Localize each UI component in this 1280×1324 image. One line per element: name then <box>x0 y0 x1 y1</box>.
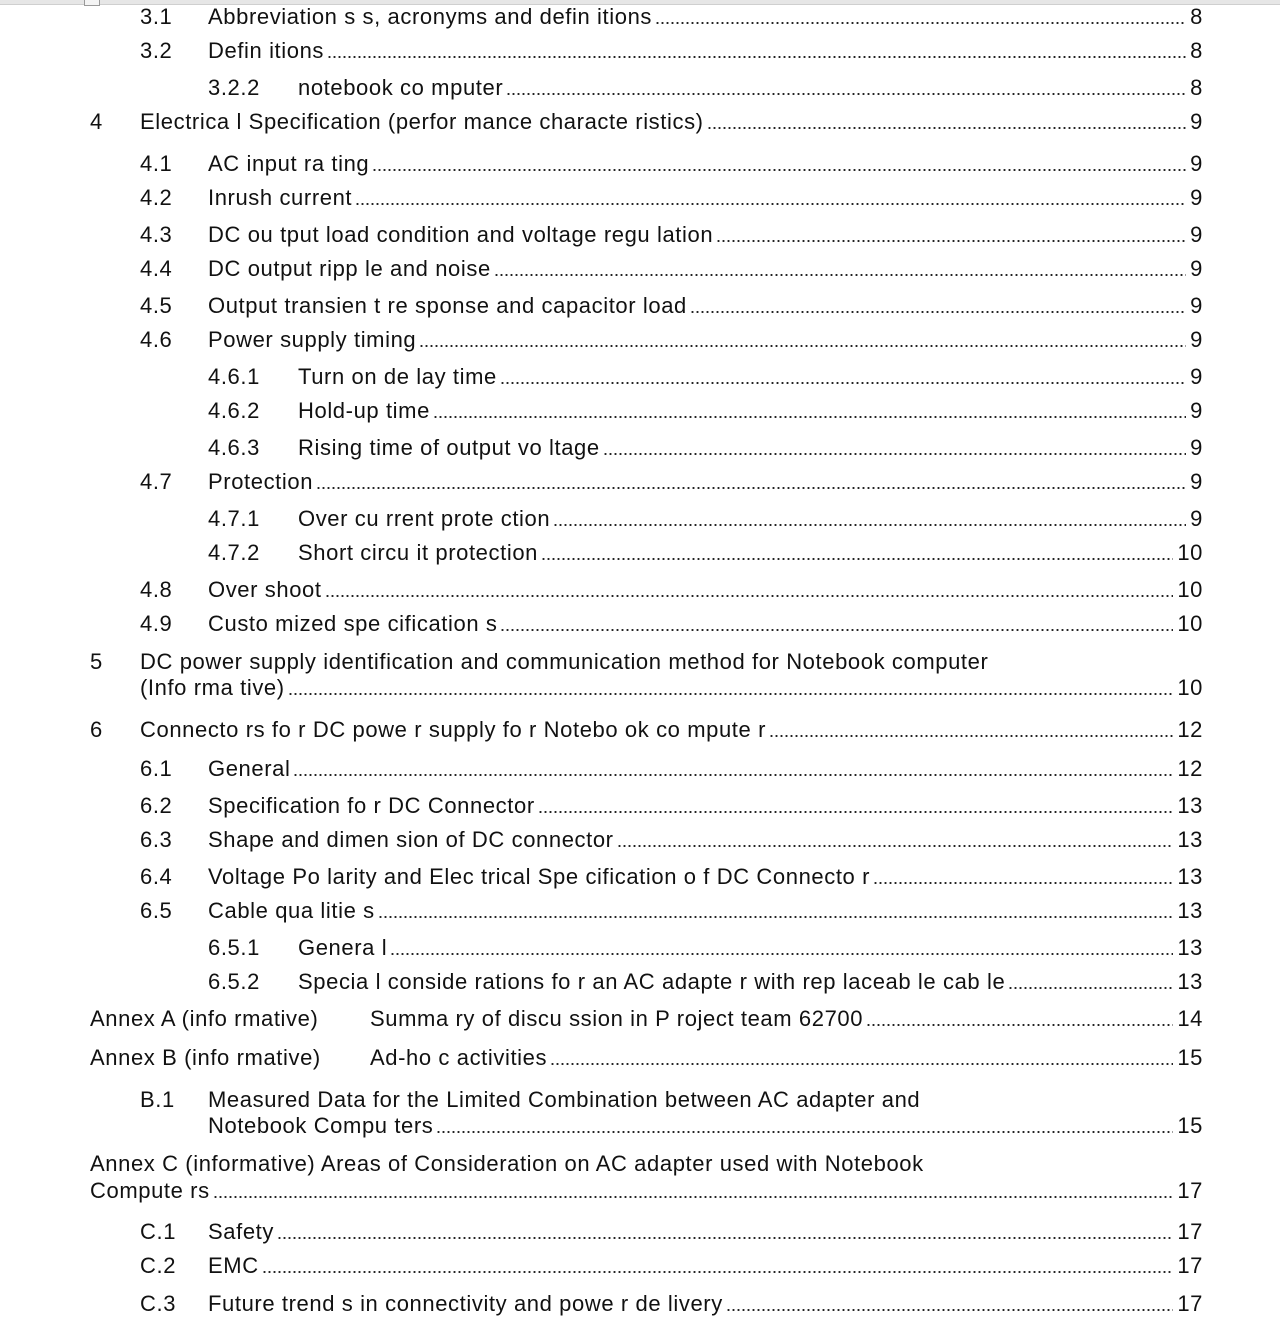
toc-entry-number: 6 <box>90 717 103 742</box>
toc-entry-number: 4.7.2 <box>208 540 260 565</box>
toc-entry-number: 6.3 <box>140 827 173 852</box>
dot-leader <box>262 1271 1174 1273</box>
toc-entry-page-number: 9 <box>1190 293 1203 318</box>
dot-leader <box>372 169 1186 171</box>
toc-entry-number: 4.6.3 <box>208 435 260 460</box>
toc-entry-title: Cable qua litie s <box>208 898 375 923</box>
dot-leader <box>1008 987 1173 989</box>
toc-entry-title: Connecto rs fo r DC powe r supply fo r Notebo ok co mpute r <box>140 717 766 742</box>
toc-entry-number: 5 <box>90 649 103 674</box>
toc-entry-title: Future trend s in connectivity and powe r de livery <box>208 1291 723 1316</box>
toc-entry-page-number: 10 <box>1177 577 1203 602</box>
toc-entry-title-line: Measured Data for the Limited Combination between AC adapter and <box>208 1087 921 1112</box>
dot-leader <box>866 1024 1173 1026</box>
dot-leader <box>316 487 1186 489</box>
toc-entry-page-number: 9 <box>1190 256 1203 281</box>
toc-entry-number: C.2 <box>140 1253 177 1278</box>
dot-leader <box>213 1196 1174 1198</box>
toc-entry-title: DC ou tput load condition and voltage regu lation <box>208 222 714 247</box>
toc-entry-title: Abbreviation s s, acronyms and defin itions <box>208 4 653 29</box>
dot-leader <box>433 416 1186 418</box>
toc-entry-number: C.3 <box>140 1291 177 1316</box>
toc-entry-number: 4.3 <box>140 222 173 247</box>
toc-entry-page-number: 17 <box>1177 1178 1203 1203</box>
toc-entry-page-number: 13 <box>1177 935 1203 960</box>
toc-entry-title-line: DC power supply identification and communication method for Notebook computer <box>140 649 989 674</box>
toc-entry-page-number: 13 <box>1177 898 1203 923</box>
toc-entry-page-number: 13 <box>1177 793 1203 818</box>
toc-entry-page-number: 8 <box>1190 4 1203 29</box>
toc-entry-number: C.1 <box>140 1219 177 1244</box>
dot-leader <box>553 524 1186 526</box>
dot-leader <box>873 882 1173 884</box>
dot-leader <box>500 629 1173 631</box>
dot-leader <box>506 93 1186 95</box>
toc-entry-page-number: 13 <box>1177 969 1203 994</box>
toc-entry-number: 6.2 <box>140 793 173 818</box>
toc-entry-number: 4.5 <box>140 293 173 318</box>
toc-entry-number: 4.6.1 <box>208 364 260 389</box>
toc-entry-title: General <box>208 756 291 781</box>
dot-leader <box>277 1237 1173 1239</box>
toc-entry-page-number: 8 <box>1190 38 1203 63</box>
toc-entry-page-number: 10 <box>1177 611 1203 636</box>
dot-leader <box>288 693 1174 695</box>
dot-leader <box>436 1131 1173 1133</box>
toc-entry-page-number: 9 <box>1190 506 1203 531</box>
toc-entry-page-number: 13 <box>1177 827 1203 852</box>
dot-leader <box>655 22 1186 24</box>
toc-entry-number: 4.9 <box>140 611 173 636</box>
dot-leader <box>419 345 1186 347</box>
toc-entry-title: Notebook Compu ters <box>208 1113 434 1138</box>
dot-leader <box>494 274 1186 276</box>
toc-entry-page-number: 9 <box>1190 364 1203 389</box>
toc-entry-title: Rising time of output vo ltage <box>298 435 600 460</box>
toc-entry-number: 3.2.2 <box>208 75 260 100</box>
toc-entry-number: 4.6 <box>140 327 173 352</box>
toc-entry-number: 4.7.1 <box>208 506 260 531</box>
toc-entry-title-line: Annex C (informative) Areas of Consideration on AC adapter used with Notebook <box>90 1151 924 1176</box>
toc-entry-page-number: 17 <box>1177 1219 1203 1244</box>
dot-leader <box>538 811 1174 813</box>
toc-entry-page-number: 9 <box>1190 398 1203 423</box>
dot-leader <box>550 1063 1173 1065</box>
toc-entry-number: 4 <box>90 109 103 134</box>
page-corner-marker <box>84 0 100 6</box>
toc-entry-title: notebook co mputer <box>298 75 504 100</box>
toc-entry-page-number: 13 <box>1177 864 1203 889</box>
toc-entry-number: Annex B (info rmative) <box>90 1045 321 1070</box>
toc-entry-number: 6.5.2 <box>208 969 260 994</box>
toc-entry-title: Inrush current <box>208 185 353 210</box>
toc-entry-number: B.1 <box>140 1087 175 1112</box>
toc-entry-title: Compute rs <box>90 1178 210 1203</box>
dot-leader <box>690 311 1186 313</box>
toc-entry-page-number: 9 <box>1190 151 1203 176</box>
toc-entry-title: Specification fo r DC Connector <box>208 793 535 818</box>
toc-entry-page-number: 12 <box>1177 756 1203 781</box>
toc-entry-title: (Info rma tive) <box>140 675 285 700</box>
toc-entry-number: 4.2 <box>140 185 173 210</box>
toc-entry-title: AC input ra ting <box>208 151 370 176</box>
toc-entry-page-number: 9 <box>1190 327 1203 352</box>
toc-entry-title: Protection <box>208 469 314 494</box>
toc-entry-title: Custo mized spe cification s <box>208 611 498 636</box>
toc-entry-title: Turn on de lay time <box>298 364 497 389</box>
toc-entry-number: 4.7 <box>140 469 173 494</box>
dot-leader <box>327 56 1186 58</box>
dot-leader <box>378 916 1174 918</box>
toc-entry-title: Electrica l Specification (perfor mance characte ristics) <box>140 109 704 134</box>
toc-entry-page-number: 15 <box>1177 1045 1203 1070</box>
toc-entry-title: Summa ry of discu ssion in P roject team 62700 <box>370 1006 864 1031</box>
toc-entry-page-number: 9 <box>1190 469 1203 494</box>
toc-entry-number: 4.4 <box>140 256 173 281</box>
toc-entry-title: EMC <box>208 1253 259 1278</box>
dot-leader <box>617 845 1174 847</box>
toc-entry-number: 4.8 <box>140 577 173 602</box>
toc-entry-page-number: 12 <box>1177 717 1203 742</box>
toc-entry-page-number: 9 <box>1190 435 1203 460</box>
dot-leader <box>500 382 1186 384</box>
toc-entry-title: Power supply timing <box>208 327 417 352</box>
toc-entry-title: Defin itions <box>208 38 325 63</box>
dot-leader <box>541 558 1173 560</box>
dot-leader <box>293 774 1173 776</box>
toc-entry-number: Annex A (info rmative) <box>90 1006 319 1031</box>
toc-entry-title: Voltage Po larity and Elec trical Spe cification o f DC Connecto r <box>208 864 871 889</box>
toc-entry-title: Genera l <box>298 935 388 960</box>
dot-leader <box>355 203 1186 205</box>
toc-entry-title: Ad-ho c activities <box>370 1045 548 1070</box>
toc-entry-title: Short circu it protection <box>298 540 538 565</box>
toc-entry-title: Over shoot <box>208 577 322 602</box>
toc-entry-number: 3.2 <box>140 38 173 63</box>
toc-entry-page-number: 9 <box>1190 222 1203 247</box>
dot-leader <box>325 595 1174 597</box>
toc-entry-number: 4.6.2 <box>208 398 260 423</box>
toc-entry-page-number: 17 <box>1177 1253 1203 1278</box>
toc-entry-page-number: 9 <box>1190 185 1203 210</box>
toc-entry-title: Over cu rrent prote ction <box>298 506 551 531</box>
toc-entry-title: DC output ripp le and noise <box>208 256 491 281</box>
toc-entry-title: Output transien t re sponse and capacitor load <box>208 293 687 318</box>
toc-entry-page-number: 14 <box>1177 1006 1203 1031</box>
toc-entry-title: Specia l conside rations fo r an AC adapte r with rep laceab le cab le <box>298 969 1006 994</box>
toc-entry-number: 6.1 <box>140 756 173 781</box>
dot-leader <box>726 1309 1173 1311</box>
toc-entry-number: 3.1 <box>140 4 173 29</box>
dot-leader <box>716 240 1186 242</box>
toc-entry-page-number: 10 <box>1177 540 1203 565</box>
toc-entry-number: 4.1 <box>140 151 173 176</box>
toc-entry-page-number: 15 <box>1177 1113 1203 1138</box>
dot-leader <box>603 453 1186 455</box>
toc-entry-number: 6.4 <box>140 864 173 889</box>
toc-entry-page-number: 10 <box>1177 675 1203 700</box>
dot-leader <box>707 127 1187 129</box>
toc-entry-title: Safety <box>208 1219 274 1244</box>
toc-entry-number: 6.5.1 <box>208 935 260 960</box>
dot-leader <box>390 953 1173 955</box>
toc-entry-page-number: 17 <box>1177 1291 1203 1316</box>
toc-entry-page-number: 9 <box>1190 109 1203 134</box>
dot-leader <box>769 735 1173 737</box>
toc-entry-page-number: 8 <box>1190 75 1203 100</box>
toc-entry-title: Hold-up time <box>298 398 430 423</box>
toc-entry-title: Shape and dimen sion of DC connector <box>208 827 614 852</box>
toc-entry-number: 6.5 <box>140 898 173 923</box>
